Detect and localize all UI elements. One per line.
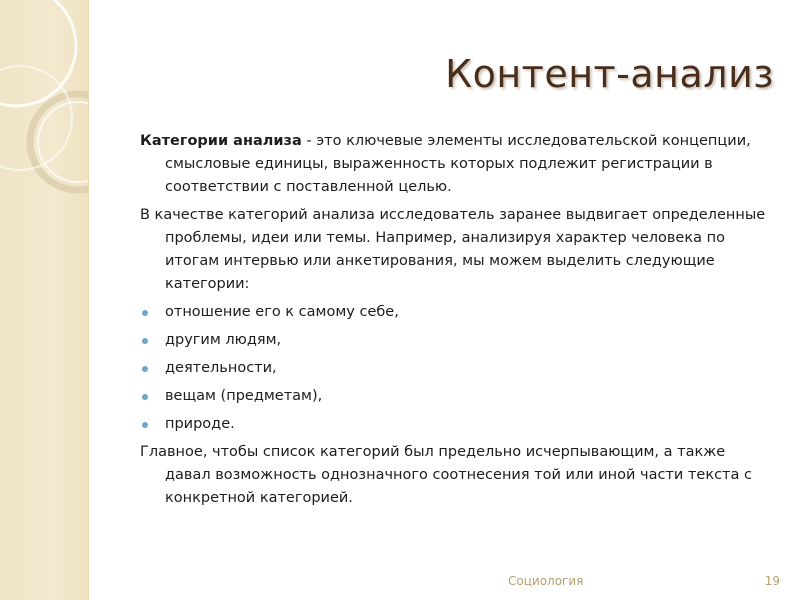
bullet-item: [140, 357, 775, 380]
bullet-dot-icon: [142, 338, 148, 344]
definition-paragraph: [140, 130, 775, 199]
bullet-dot-icon: [142, 366, 148, 372]
bullet-text: деятельности,: [165, 360, 277, 376]
categories-intro-paragraph: В качестве категорий анализа исследователь заранее выдвигает определенные проблемы, идеи или темы. Например, анализируя характер человека по итогам интервью или анкетирования, мы можем выделить следующие категории:: [140, 207, 766, 292]
bullet-dot-icon: [142, 422, 148, 428]
bullet-text: природе.: [165, 416, 235, 432]
decorative-side-band: [0, 0, 89, 600]
conclusion-paragraph: Главное, чтобы список категорий был предельно исчерпывающим, а также давал возможность однозначного соотнесения той или иной части текста с конкретной категорией.: [140, 444, 752, 506]
bullet-item: [140, 385, 775, 408]
bullet-dot-icon: [142, 310, 148, 316]
slide-page-number: 19: [764, 574, 780, 588]
definition-text: - это ключевые элементы исследовательской концепции, смысловые единицы, выраженность которых подлежит регистрации в соответствии с поставленной целью.: [165, 133, 751, 195]
decorative-circles-icon: [0, 0, 88, 600]
bullet-text: отношение его к самому себе,: [165, 304, 399, 320]
bullet-item: [140, 413, 775, 436]
bullet-text: вещам (предметам),: [165, 388, 323, 404]
footer-subject-label: Социология: [508, 574, 584, 588]
bullet-item: [140, 329, 775, 352]
bullet-text: другим людям,: [165, 332, 282, 348]
bullet-item: [140, 301, 775, 324]
slide-title: Контент-анализ: [445, 52, 774, 96]
definition-term: Категории анализа: [140, 133, 302, 149]
slide-body: [140, 130, 775, 515]
bullet-dot-icon: [142, 394, 148, 400]
